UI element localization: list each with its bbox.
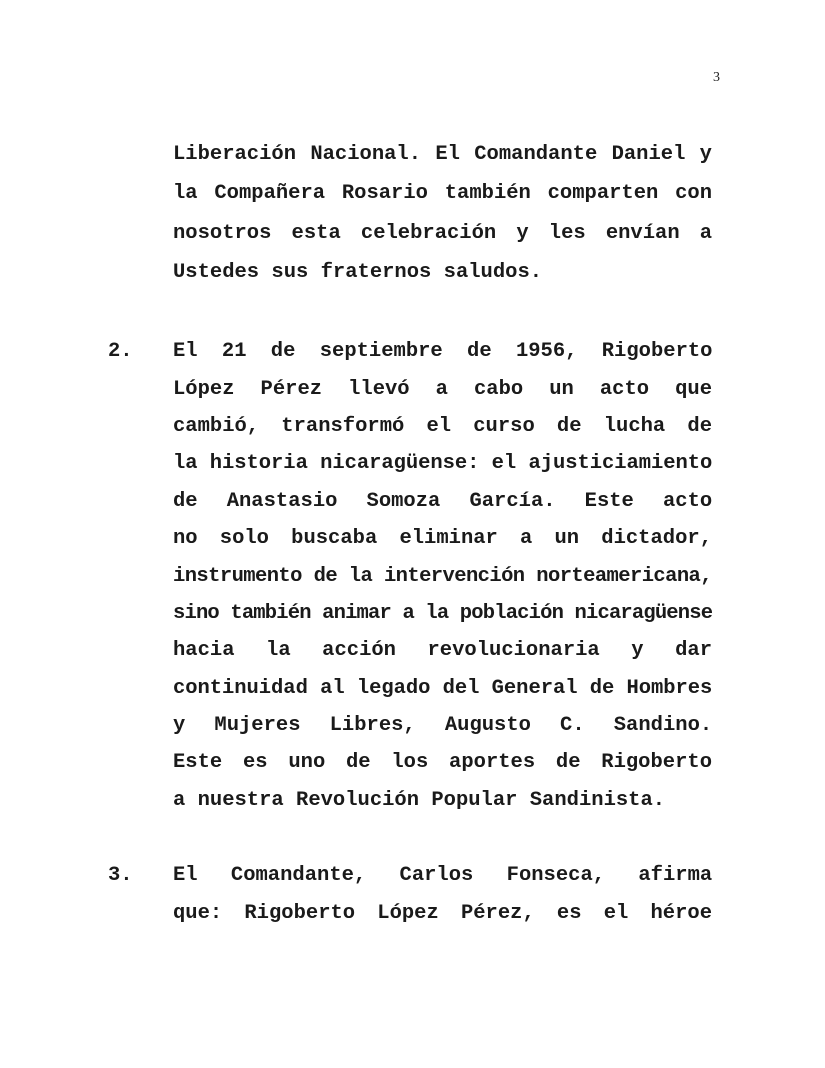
text-line: que: Rigoberto López Pérez, es el héroe	[173, 902, 712, 925]
item-number: 2.	[108, 340, 133, 363]
text-line: la Compañera Rosario también comparten con	[173, 182, 712, 205]
text-line: de Anastasio Somoza García. Este acto	[173, 490, 712, 513]
text-line: no solo buscaba eliminar a un dictador,	[173, 527, 712, 550]
text-line: sino también animar a la población nicaragüense	[173, 602, 712, 625]
text-line: la historia nicaragüense: el ajusticiamiento	[173, 452, 712, 475]
text-line: continuidad al legado del General de Hombres	[173, 677, 712, 700]
page-number: 3	[713, 70, 720, 85]
text-line: a nuestra Revolución Popular Sandinista.	[173, 789, 666, 812]
text-line: cambió, transformó el curso de lucha de	[173, 415, 712, 438]
text-line: Liberación Nacional. El Comandante Daniel y	[173, 143, 712, 166]
text-line: El Comandante, Carlos Fonseca, afirma	[173, 864, 712, 887]
item-number: 3.	[108, 864, 133, 887]
text-line: Ustedes sus fraternos saludos.	[173, 261, 543, 284]
text-line: y Mujeres Libres, Augusto C. Sandino.	[173, 714, 712, 737]
text-line: hacia la acción revolucionaria y dar	[173, 639, 712, 662]
text-line: El 21 de septiembre de 1956, Rigoberto	[173, 340, 712, 363]
text-line: nosotros esta celebración y les envían a	[173, 222, 712, 245]
text-line: Este es uno de los aportes de Rigoberto	[173, 751, 712, 774]
text-line: López Pérez llevó a cabo un acto que	[173, 378, 712, 401]
text-line: instrumento de la intervención norteamericana,	[173, 565, 712, 588]
